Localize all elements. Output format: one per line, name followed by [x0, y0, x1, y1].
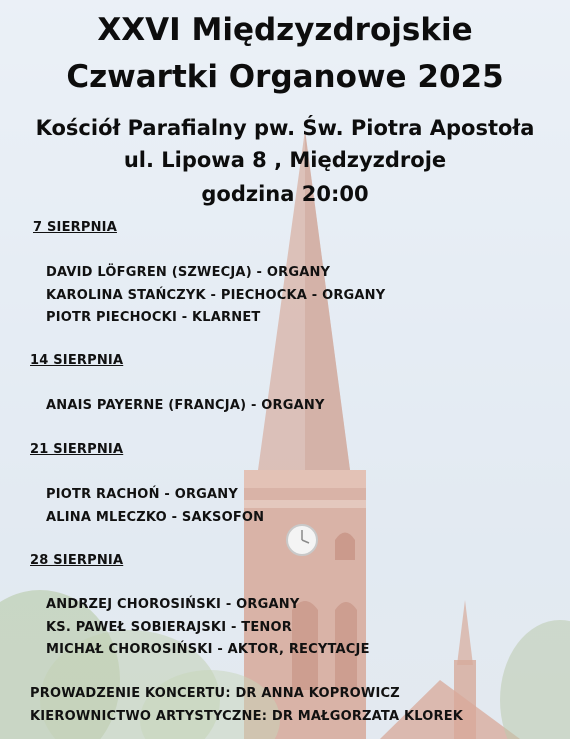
performer-line: DAVID LÖFGREN (SZWECJA) - ORGANY: [46, 265, 331, 280]
performer-line: MICHAŁ CHOROSIŃSKI - AKTOR, RECYTACJE: [46, 642, 370, 657]
poster-title-line1: XXVI Międzyzdrojskie: [97, 12, 473, 48]
performer-line: ANAIS PAYERNE (FRANCJA) - ORGANY: [46, 398, 325, 413]
concert-date: 14 SIERPNIA: [30, 353, 124, 368]
performer-line: PIOTR PIECHOCKI - KLARNET: [46, 310, 261, 325]
performer-line: KAROLINA STAŃCZYK - PIECHOCKA - ORGANY: [46, 288, 386, 303]
concert-date: 21 SIERPNIA: [30, 442, 124, 457]
poster-title-line2: Czwartki Organowe 2025: [66, 59, 504, 95]
concert-date: 7 SIERPNIA: [33, 220, 117, 235]
concert-date: 28 SIERPNIA: [30, 553, 124, 568]
artistic-director: KIEROWNICTWO ARTYSTYCZNE: DR MAŁGORZATA KLOREK: [30, 709, 464, 724]
performer-line: ALINA MLECZKO - SAKSOFON: [46, 510, 265, 525]
venue-address: ul. Lipowa 8 , Międzyzdroje: [123, 148, 447, 172]
concert-time: godzina 20:00: [201, 182, 369, 206]
concert-host: PROWADZENIE KONCERTU: DR ANNA KOPROWICZ: [30, 686, 400, 701]
venue-name: Kościół Parafialny pw. Św. Piotra Apostoła: [35, 116, 535, 140]
performer-line: PIOTR RACHOŃ - ORGANY: [46, 487, 238, 502]
performer-line: KS. PAWEŁ SOBIERAJSKI - TENOR: [46, 620, 292, 635]
performer-line: ANDRZEJ CHOROSIŃSKI - ORGANY: [46, 597, 300, 612]
